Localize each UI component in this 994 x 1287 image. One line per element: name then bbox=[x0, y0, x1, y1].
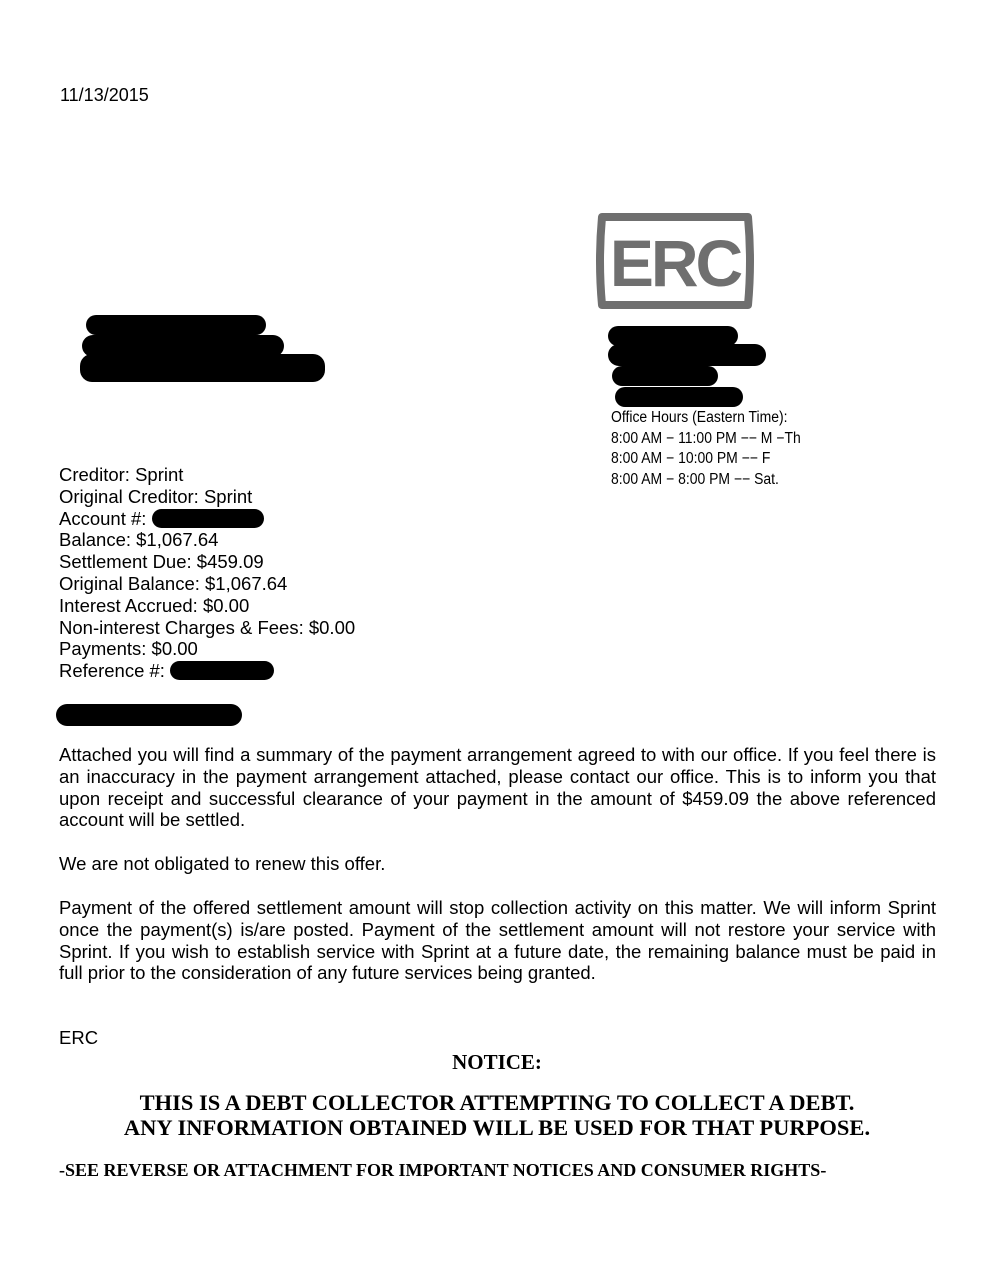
reference-number-label: Reference #: bbox=[59, 660, 165, 682]
non-interest-charges-field: Non-interest Charges & Fees: $0.00 bbox=[59, 616, 356, 638]
notice-statement bbox=[0, 1090, 994, 1140]
redacted-account-number bbox=[152, 509, 264, 528]
redacted-sender-line-3 bbox=[612, 366, 718, 386]
account-details bbox=[59, 464, 355, 682]
office-hours-line: 8:00 AM − 8:00 PM −− Sat. bbox=[611, 470, 779, 488]
paragraph-collection-activity: Payment of the offered settlement amount will stop collection activity on this matter. We will inform Sprint once the payment(s) is/are posted. Payment of the settlement amount will not restore your service with Sprint. If you wish to establish service with Sprint at a future date, the remaining balance must be paid in full prior to the consideration of any future services being granted. bbox=[59, 897, 936, 984]
balance-field: Balance: $1,067.64 bbox=[59, 529, 219, 551]
redacted-recipient-line-1 bbox=[86, 315, 266, 335]
erc-logo bbox=[592, 213, 758, 309]
signature: ERC bbox=[59, 1027, 99, 1048]
reference-number-field bbox=[59, 660, 355, 682]
paragraph-settlement-summary: Attached you will find a summary of the payment arrangement agreed to with our office. If you feel there is an inaccuracy in the payment arrangement attached, please contact our office. This is to inform you that upon receipt and successful clearance of your payment in the amount of $459.09 the above referenced account will be settled. bbox=[59, 744, 936, 831]
original-balance-field: Original Balance: $1,067.64 bbox=[59, 572, 288, 594]
original-creditor-field: Original Creditor: Sprint bbox=[59, 485, 253, 507]
letter-date: 11/13/2015 bbox=[60, 85, 149, 105]
payments-field: Payments: $0.00 bbox=[59, 638, 198, 660]
redacted-recipient-line-3 bbox=[80, 354, 325, 382]
office-hours-title: Office Hours (Eastern Time): bbox=[611, 409, 788, 426]
redacted-sender-line-2 bbox=[608, 344, 766, 366]
logo-text: ERC bbox=[609, 226, 741, 300]
notice-footer: -SEE REVERSE OR ATTACHMENT FOR IMPORTANT NOTICES AND CONSUMER RIGHTS- bbox=[59, 1160, 827, 1180]
paragraph-offer-renewal: We are not obligated to renew this offer. bbox=[59, 853, 386, 874]
redacted-reference-number bbox=[170, 661, 274, 680]
account-number-label: Account #: bbox=[59, 507, 147, 529]
office-hours-line: 8:00 AM − 10:00 PM −− F bbox=[611, 450, 771, 467]
account-number-field bbox=[59, 508, 355, 530]
notice-heading: NOTICE: bbox=[452, 1050, 542, 1074]
settlement-due-field: Settlement Due: $459.09 bbox=[59, 551, 264, 573]
redacted-salutation bbox=[56, 704, 242, 726]
office-hours-line: 8:00 AM − 11:00 PM −− M −Th bbox=[611, 429, 801, 447]
notice-line-1: THIS IS A DEBT COLLECTOR ATTEMPTING TO COLLECT A DEBT. bbox=[139, 1090, 855, 1115]
redacted-sender-line-4 bbox=[615, 387, 743, 407]
interest-accrued-field: Interest Accrued: $0.00 bbox=[59, 594, 250, 616]
office-hours bbox=[611, 408, 801, 490]
redacted-sender-line-1 bbox=[608, 326, 738, 346]
notice-line-2: ANY INFORMATION OBTAINED WILL BE USED FOR THAT PURPOSE. bbox=[123, 1115, 871, 1140]
creditor-field: Creditor: Sprint bbox=[59, 464, 184, 485]
